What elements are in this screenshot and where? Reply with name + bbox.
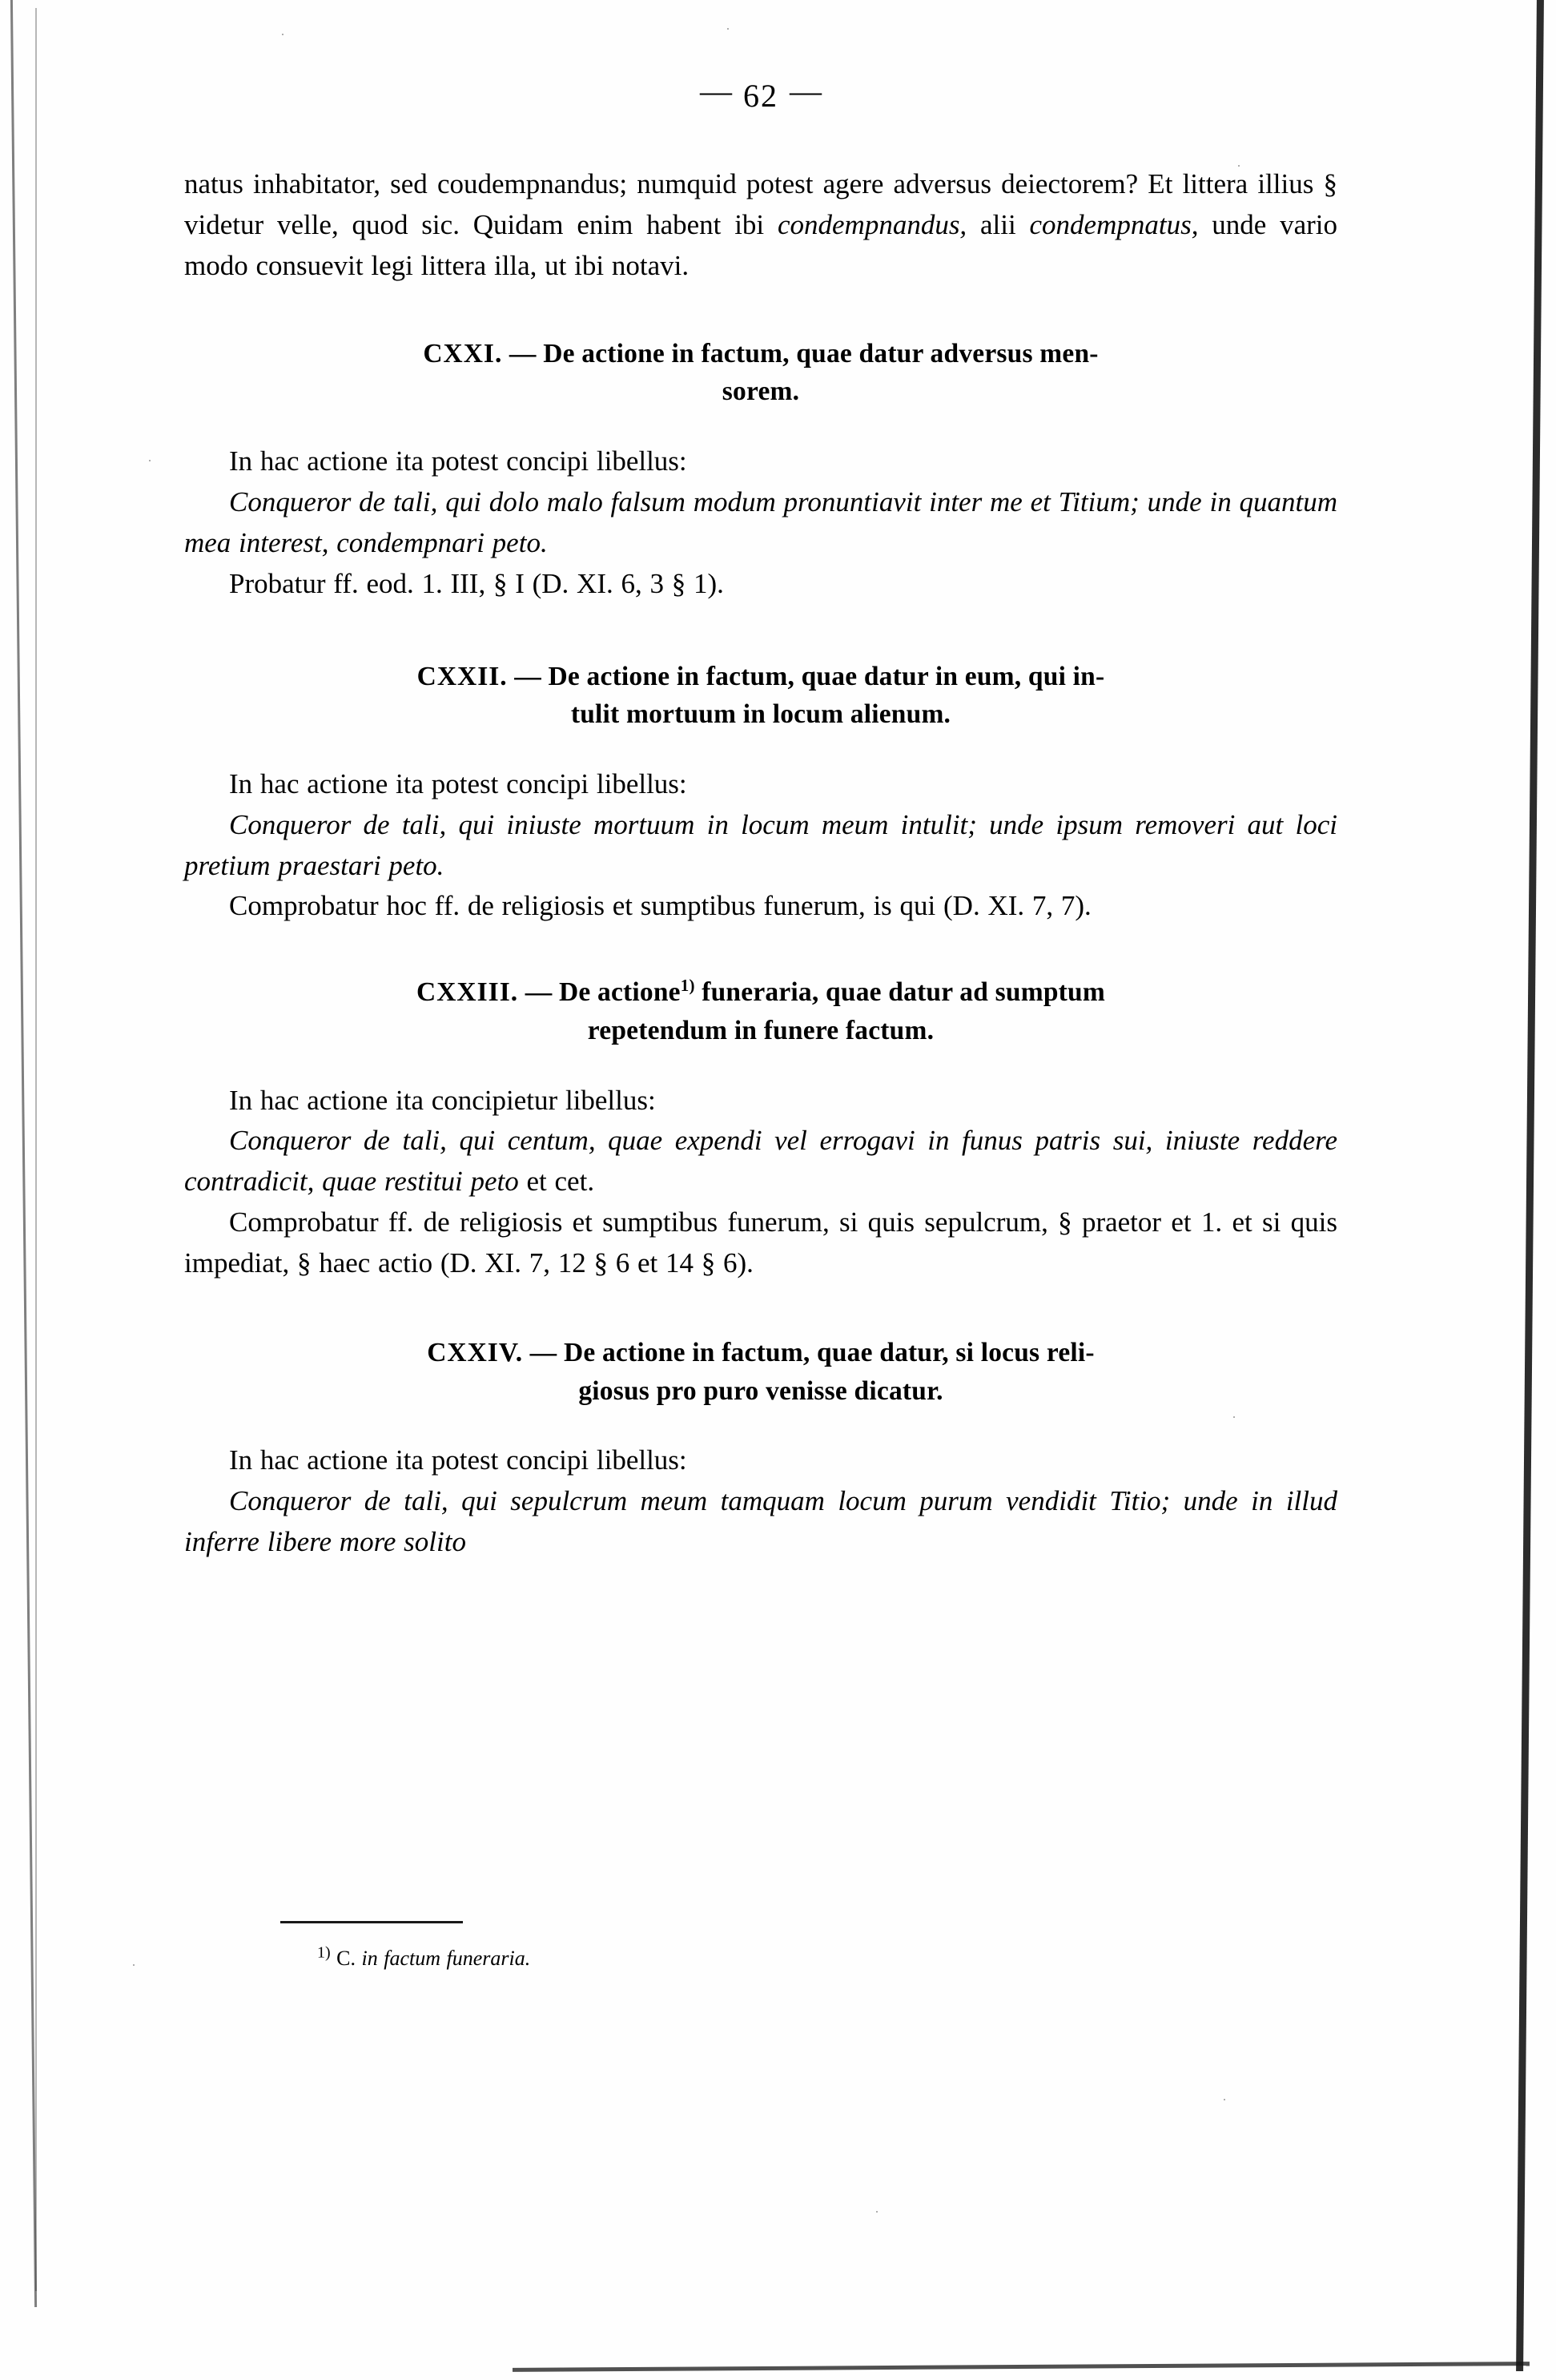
footnote-entry bbox=[184, 1944, 1337, 1973]
footnote-area bbox=[184, 1921, 1337, 1973]
page-number-header bbox=[184, 73, 1337, 115]
opening-text-a: natus inhabitator, sed coudempnandus; numquid potest agere bbox=[184, 168, 884, 199]
section-cxxii-title-line2: tulit mortuum in locum alienum. bbox=[570, 699, 951, 730]
page-number-dash-left: — bbox=[700, 73, 732, 109]
section-cxxi-heading bbox=[184, 335, 1337, 411]
opening-text-c: Quidam enim habent ibi bbox=[472, 208, 778, 240]
opening-italic-condempnatus: condempnatus, bbox=[1029, 208, 1199, 240]
section-cxxiii-formula-italic: Conqueror de tali, qui centum, quae expendi vel errogavi in funus patris sui, iniuste reddere contradicit, quae restitui peto bbox=[184, 1125, 1337, 1198]
section-cxxii-intro: In hac actione ita potest concipi libellus: bbox=[229, 767, 687, 799]
scan-edge-artifact-left-secondary bbox=[35, 8, 37, 2291]
opening-text-d: alii bbox=[967, 208, 1030, 240]
scan-speck bbox=[133, 1964, 135, 1966]
opening-text-b: adversus deiectorem? Et littera illius § videtur velle, quod sic. bbox=[184, 168, 1337, 240]
section-cxxi-number: CXXI. bbox=[423, 338, 503, 368]
section-cxxi-citation: Probatur ff. eod. 1. III, § I (D. XI. 6, 3 § 1). bbox=[229, 567, 724, 599]
section-cxxii bbox=[184, 658, 1337, 928]
opening-text-e: unde vario modo consuevit legi littera illa, ut ibi notavi. bbox=[184, 208, 1338, 281]
footnote-source: C. bbox=[336, 1947, 356, 1970]
section-cxxiii-title-line1-after: funeraria, quae datur ad sumptum bbox=[702, 977, 1105, 1008]
section-cxxiii-title-line1-before: De actione bbox=[558, 977, 681, 1008]
footnote-text: in factum funeraria. bbox=[361, 1947, 531, 1970]
footnote-marker: 1) bbox=[317, 1943, 331, 1962]
page-number-value: 62 bbox=[743, 78, 778, 114]
section-cxxi-title-line1: De actione in factum, quae datur adversus men- bbox=[543, 338, 1099, 368]
section-cxxiv-intro: In hac actione ita potest concipi libellus: bbox=[229, 1444, 687, 1476]
section-cxxii-number: CXXII. bbox=[416, 661, 508, 691]
section-cxxiii-dash: — bbox=[525, 977, 553, 1008]
section-cxxii-dash: — bbox=[514, 661, 541, 691]
section-cxxi bbox=[184, 335, 1337, 605]
section-cxxiii-formula-tail: et cet. bbox=[518, 1166, 595, 1198]
footnote-reference-marker[interactable]: 1) bbox=[680, 976, 695, 996]
section-cxxiii-heading bbox=[184, 973, 1337, 1049]
opening-paragraph bbox=[184, 164, 1337, 287]
scan-speck bbox=[876, 2211, 878, 2213]
section-cxxi-formula: Conqueror de tali, qui dolo malo falsum modum pronuntiavit inter me et Titium; unde in quantum mea interest, condempnari peto. bbox=[184, 485, 1337, 558]
section-cxxiii-title-line2: repetendum in funere factum. bbox=[587, 1015, 935, 1045]
section-cxxiii-number: CXXIII. bbox=[416, 977, 519, 1008]
section-cxxiv-title-line1: De actione in factum, quae datur, si locus reli- bbox=[563, 1338, 1095, 1368]
section-cxxiv-title-line2: giosus pro puro venisse dicatur. bbox=[578, 1375, 943, 1406]
section-cxxiv-number: CXXIV. bbox=[427, 1338, 524, 1368]
section-cxxii-body bbox=[184, 764, 1337, 928]
scan-edge-artifact-left bbox=[10, 0, 37, 2307]
section-cxxii-citation: Comprobatur hoc ff. de religiosis et sumptibus funerum, is qui (D. XI. 7, 7). bbox=[229, 890, 1092, 922]
section-cxxiii bbox=[184, 973, 1337, 1284]
section-cxxiv bbox=[184, 1334, 1337, 1563]
footnote-separator-rule bbox=[280, 1921, 463, 1923]
section-cxxi-dash: — bbox=[509, 338, 537, 368]
section-cxxiii-formula bbox=[184, 1121, 1337, 1202]
section-cxxiii-intro: In hac actione ita concipietur libellus: bbox=[229, 1084, 656, 1116]
page-content bbox=[184, 73, 1338, 1563]
section-cxxi-intro: In hac actione ita potest concipi libellus: bbox=[229, 445, 687, 477]
scan-speck bbox=[1224, 2099, 1225, 2100]
section-cxxiii-body bbox=[184, 1081, 1337, 1285]
section-cxxii-title-line1: De actione in factum, quae datur in eum, qui in- bbox=[548, 661, 1105, 691]
section-cxxi-body bbox=[184, 441, 1337, 605]
scan-speck bbox=[149, 460, 151, 461]
section-cxxiv-formula: Conqueror de tali, qui sepulcrum meum tamquam locum purum vendidit Titio; unde in illud inferre libere more solito bbox=[184, 1485, 1337, 1558]
section-cxxii-heading bbox=[184, 658, 1337, 734]
section-cxxii-formula: Conqueror de tali, qui iniuste mortuum in locum meum intulit; unde ipsum removeri aut loci pretium praestari peto. bbox=[184, 808, 1337, 881]
section-cxxiii-citation: Comprobatur ff. de religiosis et sumptibus funerum, si quis sepulcrum, § praetor et 1. et si quis impediat, § haec actio (D. XI. 7, 12 § 6 et 14 § 6). bbox=[184, 1206, 1337, 1279]
opening-italic-condempnandus: condempnandus, bbox=[777, 208, 967, 240]
scan-edge-artifact-bottom bbox=[513, 2362, 1530, 2372]
section-cxxiv-heading bbox=[184, 1334, 1337, 1410]
section-cxxiv-dash: — bbox=[529, 1338, 557, 1368]
page-number-dash-right: — bbox=[790, 73, 822, 109]
section-cxxi-title-line2: sorem. bbox=[722, 377, 800, 407]
scan-speck bbox=[727, 28, 729, 30]
scan-speck bbox=[282, 34, 283, 35]
section-cxxiv-body bbox=[184, 1440, 1337, 1563]
scan-edge-artifact-right bbox=[1516, 0, 1544, 2371]
